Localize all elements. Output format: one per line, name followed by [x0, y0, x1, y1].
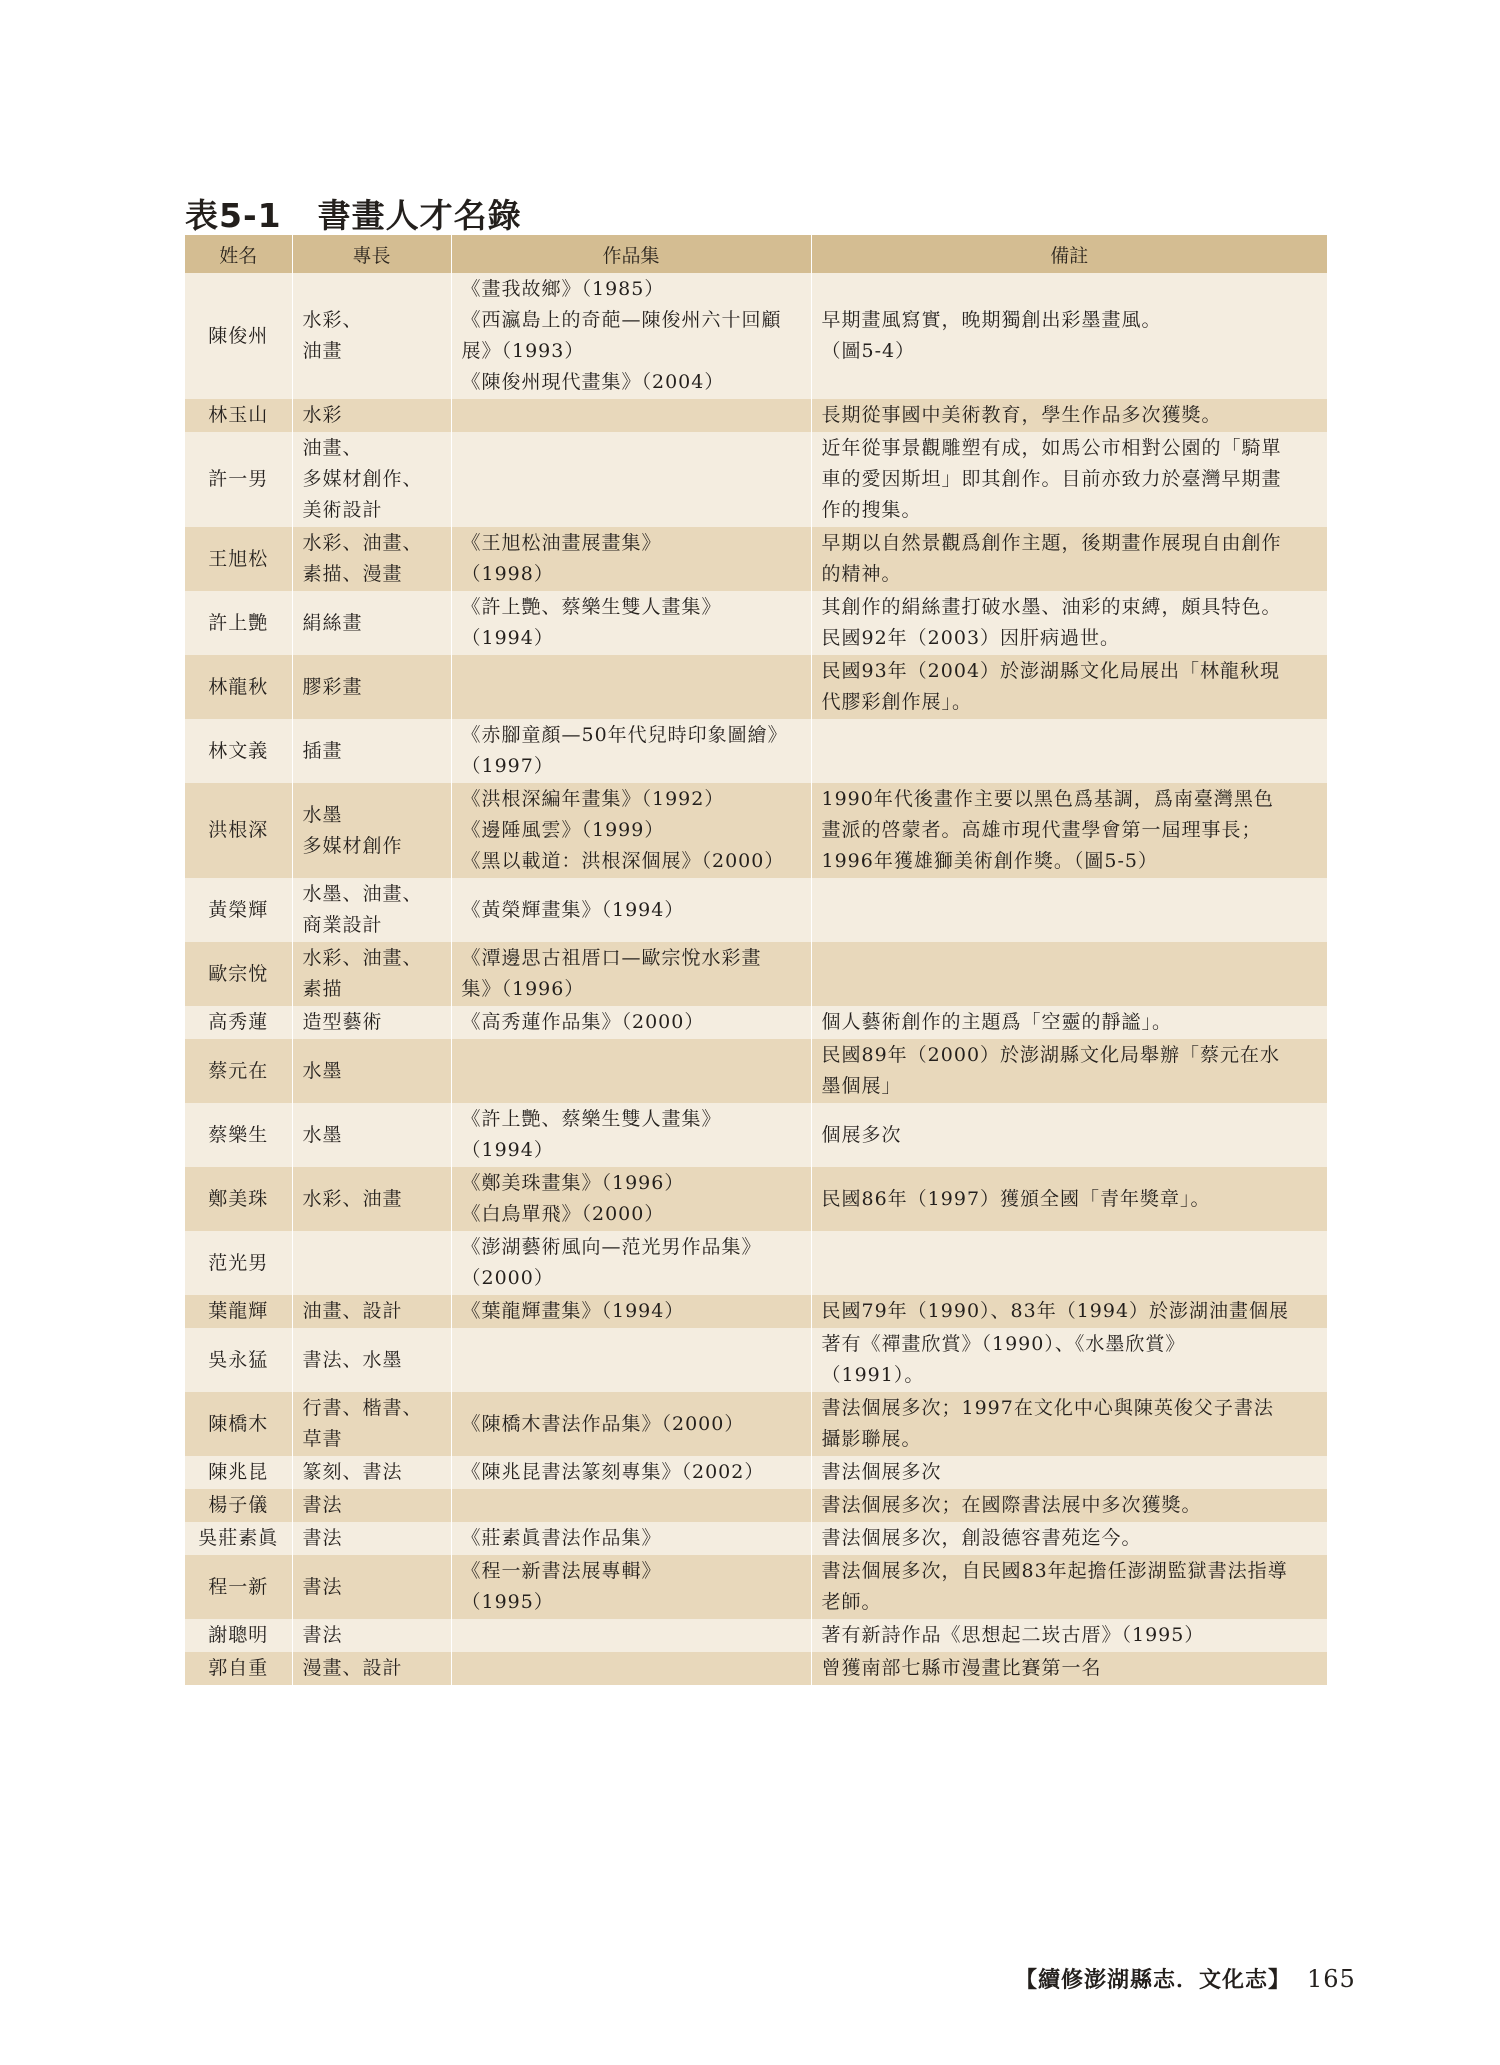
specialty-line: 水彩、油畫、 [302, 947, 423, 969]
name-cell: 許上艷 [185, 591, 292, 655]
name-cell: 范光男 [185, 1231, 292, 1295]
specialty-cell [292, 1489, 451, 1522]
notes-cell [811, 878, 1327, 942]
specialty-cell [292, 1039, 451, 1103]
works-line: 《葉龍輝畫集》（1994） [461, 1300, 685, 1322]
notes-line: 代膠彩創作展」。 [821, 691, 973, 713]
table-row [185, 399, 1327, 432]
specialty-cell [292, 399, 451, 432]
works-line: 集》（1996） [461, 978, 585, 1000]
specialty-line: 水彩、 [302, 309, 363, 331]
works-line: 《鄭美珠畫集》（1996） [461, 1172, 685, 1194]
table-title [185, 190, 522, 237]
works-cell [451, 432, 811, 527]
table-row [185, 527, 1327, 591]
specialty-cell [292, 942, 451, 1006]
specialty-line: 草書 [302, 1428, 343, 1450]
name-cell: 蔡樂生 [185, 1103, 292, 1167]
table-row [185, 1006, 1327, 1039]
specialty-cell [292, 1456, 451, 1489]
notes-line: 1990年代後畫作主要以黑色爲基調，爲南臺灣黑色 [821, 788, 1274, 810]
works-cell [451, 942, 811, 1006]
works-cell [451, 273, 811, 399]
notes-line: 書法個展多次；1997在文化中心與陳英俊父子書法 [821, 1397, 1274, 1419]
specialty-cell [292, 878, 451, 942]
notes-line: 早期以自然景觀爲創作主題，後期畫作展現自由創作 [821, 532, 1282, 554]
table-row [185, 591, 1327, 655]
works-line: （1998） [461, 563, 554, 585]
notes-line: 著有新詩作品《思想起二崁古厝》（1995） [821, 1624, 1205, 1646]
works-line: 《黑以載道：洪根深個展》（2000） [461, 850, 785, 872]
works-cell [451, 1522, 811, 1555]
table-row [185, 1039, 1327, 1103]
table-row [185, 1328, 1327, 1392]
name-cell: 黃榮輝 [185, 878, 292, 942]
works-cell [451, 1555, 811, 1619]
name-cell: 歐宗悅 [185, 942, 292, 1006]
notes-line: 書法個展多次 [821, 1461, 942, 1483]
table-row [185, 1456, 1327, 1489]
notes-cell [811, 1392, 1327, 1456]
notes-cell [811, 1652, 1327, 1685]
table-row [185, 1103, 1327, 1167]
specialty-cell [292, 783, 451, 878]
name-cell: 吳莊素眞 [185, 1522, 292, 1555]
specialty-line: 水彩 [302, 404, 343, 426]
name-cell: 謝聰明 [185, 1619, 292, 1652]
specialty-line: 多媒材創作、 [302, 468, 423, 490]
table-row [185, 1522, 1327, 1555]
notes-line: 民國86年（1997）獲頒全國「青年獎章」。 [821, 1187, 1211, 1210]
table-row [185, 1489, 1327, 1522]
specialty-line: 商業設計 [302, 914, 383, 936]
notes-cell [811, 1295, 1327, 1328]
works-cell [451, 1328, 811, 1392]
notes-cell [811, 719, 1327, 783]
works-line: （1995） [461, 1591, 554, 1613]
name-cell: 林玉山 [185, 399, 292, 432]
works-cell [451, 783, 811, 878]
table-row [185, 783, 1327, 878]
table-row [185, 942, 1327, 1006]
notes-line: 書法個展多次；在國際書法展中多次獲獎。 [821, 1494, 1202, 1516]
specialty-line: 素描 [302, 978, 343, 1000]
table-row [185, 1619, 1327, 1652]
works-cell [451, 1295, 811, 1328]
notes-cell [811, 1006, 1327, 1039]
name-cell: 葉龍輝 [185, 1295, 292, 1328]
notes-cell [811, 1231, 1327, 1295]
works-line: 《許上艷、蔡樂生雙人畫集》 [461, 596, 722, 618]
table-header-row [185, 235, 1327, 273]
works-line: 《陳橋木書法作品集》（2000） [461, 1412, 745, 1435]
notes-line: 的精神。 [821, 563, 902, 585]
works-cell [451, 1006, 811, 1039]
works-cell [451, 655, 811, 719]
table-row [185, 655, 1327, 719]
specialty-line: 油畫、設計 [302, 1300, 403, 1322]
notes-line: 書法個展多次，創設德容書苑迄今。 [821, 1527, 1142, 1549]
notes-cell [811, 273, 1327, 399]
name-cell: 陳橋木 [185, 1392, 292, 1456]
works-cell [451, 1619, 811, 1652]
specialty-line: 水彩、油畫 [302, 1187, 403, 1210]
name-cell: 林龍秋 [185, 655, 292, 719]
specialty-line: 多媒材創作 [302, 834, 403, 857]
works-cell [451, 527, 811, 591]
talent-table [185, 235, 1327, 1685]
works-line: 展》（1993） [461, 340, 585, 362]
works-line: 《白鳥單飛》（2000） [461, 1203, 665, 1225]
name-cell: 洪根深 [185, 783, 292, 878]
notes-line: 書法個展多次，自民國83年起擔任澎湖監獄書法指導 [821, 1560, 1288, 1582]
book-title: 【續修澎湖縣志．文化志】 [1015, 1967, 1292, 1993]
table-row [185, 273, 1327, 399]
notes-line: 民國89年（2000）於澎湖縣文化局舉辦「蔡元在水 [821, 1044, 1281, 1066]
notes-cell [811, 527, 1327, 591]
name-cell: 陳兆昆 [185, 1456, 292, 1489]
notes-cell [811, 432, 1327, 527]
notes-cell [811, 1456, 1327, 1489]
works-line: （1994） [461, 1139, 554, 1161]
page-footer [1015, 1963, 1356, 1994]
specialty-line: 書法 [302, 1494, 343, 1516]
notes-cell [811, 591, 1327, 655]
notes-line: 1996年獲雄獅美術創作獎。（圖5-5） [821, 850, 1158, 872]
name-cell: 郭自重 [185, 1652, 292, 1685]
specialty-cell [292, 1392, 451, 1456]
notes-line: 民國79年（1990）、83年（1994）於澎湖油畫個展 [821, 1300, 1290, 1322]
specialty-cell [292, 1295, 451, 1328]
specialty-line: 油畫、 [302, 437, 363, 459]
notes-line: 長期從事國中美術教育，學生作品多次獲獎。 [821, 404, 1222, 426]
table-body [185, 273, 1327, 1685]
works-line: 《黃榮輝畫集》（1994） [461, 898, 685, 921]
works-cell [451, 1231, 811, 1295]
notes-cell [811, 942, 1327, 1006]
works-cell [451, 1392, 811, 1456]
works-cell [451, 1652, 811, 1685]
works-line: 《赤腳童顏—50年代兒時印象圖繪》 [461, 724, 788, 746]
notes-line: 著有《禪畫欣賞》（1990）、《水墨欣賞》 [821, 1333, 1186, 1355]
specialty-line: 書法 [302, 1527, 343, 1549]
name-cell: 楊子儀 [185, 1489, 292, 1522]
notes-line: 墨個展」 [821, 1075, 902, 1097]
specialty-cell [292, 527, 451, 591]
notes-cell [811, 1489, 1327, 1522]
works-line: 《邊陲風雲》（1999） [461, 819, 665, 841]
table-row [185, 1231, 1327, 1295]
notes-cell [811, 399, 1327, 432]
specialty-cell [292, 1231, 451, 1295]
specialty-line: 篆刻、書法 [302, 1461, 403, 1483]
header-notes: 備註 [811, 235, 1327, 273]
specialty-cell [292, 1328, 451, 1392]
works-line: 《陳俊州現代畫集》（2004） [461, 371, 725, 393]
works-cell [451, 1039, 811, 1103]
specialty-line: 書法 [302, 1575, 343, 1598]
name-cell: 高秀蓮 [185, 1006, 292, 1039]
specialty-line: 油畫 [302, 340, 343, 362]
name-cell: 林文義 [185, 719, 292, 783]
notes-cell [811, 1328, 1327, 1392]
works-line: 《畫我故鄉》（1985） [461, 278, 665, 300]
specialty-cell [292, 432, 451, 527]
notes-cell [811, 1039, 1327, 1103]
works-cell [451, 1103, 811, 1167]
works-cell [451, 1456, 811, 1489]
specialty-cell [292, 273, 451, 399]
specialty-line: 水墨、油畫、 [302, 883, 423, 905]
notes-line: 其創作的絹絲畫打破水墨、油彩的束縛，頗具特色。 [821, 596, 1282, 618]
notes-line: 近年從事景觀雕塑有成，如馬公市相對公園的「騎單 [821, 437, 1282, 459]
specialty-cell [292, 1555, 451, 1619]
notes-cell [811, 655, 1327, 719]
notes-line: 民國92年（2003）因肝病過世。 [821, 627, 1121, 649]
header-name: 姓名 [185, 235, 292, 273]
works-line: （1997） [461, 755, 554, 777]
notes-cell [811, 783, 1327, 878]
specialty-line: 造型藝術 [302, 1011, 383, 1033]
notes-cell [811, 1103, 1327, 1167]
table-row [185, 432, 1327, 527]
name-cell: 鄭美珠 [185, 1167, 292, 1231]
notes-line: 老師。 [821, 1591, 882, 1613]
table-row [185, 1295, 1327, 1328]
specialty-cell [292, 655, 451, 719]
notes-line: 民國93年（2004）於澎湖縣文化局展出「林龍秋現 [821, 660, 1281, 682]
notes-cell [811, 1619, 1327, 1652]
specialty-cell [292, 1006, 451, 1039]
table-number: 表5-1 [185, 196, 282, 235]
notes-line: 個人藝術創作的主題爲「空靈的靜謐」。 [821, 1011, 1173, 1033]
works-cell [451, 1489, 811, 1522]
specialty-line: 插畫 [302, 739, 343, 762]
specialty-line: 美術設計 [302, 499, 383, 521]
works-cell [451, 591, 811, 655]
specialty-line: 行書、楷書、 [302, 1397, 423, 1419]
table-row [185, 1555, 1327, 1619]
works-line: 《潭邊思古祖厝口—歐宗悅水彩畫 [461, 947, 762, 969]
table-row [185, 719, 1327, 783]
specialty-line: 水墨 [302, 1059, 343, 1082]
name-cell: 吳永猛 [185, 1328, 292, 1392]
specialty-line: 書法、水墨 [302, 1348, 403, 1371]
name-cell: 蔡元在 [185, 1039, 292, 1103]
works-line: 《王旭松油畫展畫集》 [461, 532, 662, 554]
specialty-cell [292, 591, 451, 655]
works-line: 《莊素眞書法作品集》 [461, 1527, 662, 1549]
notes-line: 曾獲南部七縣市漫畫比賽第一名 [821, 1657, 1102, 1679]
works-line: 《西瀛島上的奇葩—陳俊州六十回顧 [461, 309, 782, 331]
notes-line: 畫派的啓蒙者。高雄市現代畫學會第一屆理事長； [821, 819, 1262, 841]
works-line: 《陳兆昆書法篆刻專集》（2002） [461, 1461, 765, 1483]
works-line: （2000） [461, 1267, 554, 1289]
specialty-line: 絹絲畫 [302, 611, 363, 634]
specialty-cell [292, 1522, 451, 1555]
works-line: 《澎湖藝術風向—范光男作品集》 [461, 1236, 762, 1258]
specialty-line: 膠彩畫 [302, 675, 363, 698]
specialty-cell [292, 1619, 451, 1652]
specialty-cell [292, 1167, 451, 1231]
notes-line: （圖5-4） [821, 340, 916, 362]
works-line: 《程一新書法展專輯》 [461, 1560, 662, 1582]
name-cell: 王旭松 [185, 527, 292, 591]
specialty-cell [292, 1652, 451, 1685]
specialty-line: 水彩、油畫、 [302, 532, 423, 554]
works-cell [451, 719, 811, 783]
specialty-cell [292, 1103, 451, 1167]
table-row [185, 1167, 1327, 1231]
header-works: 作品集 [451, 235, 811, 273]
specialty-line: 書法 [302, 1624, 343, 1646]
notes-cell [811, 1522, 1327, 1555]
notes-line: 攝影聯展。 [821, 1428, 922, 1450]
works-cell [451, 878, 811, 942]
page-number: 165 [1307, 1965, 1356, 1993]
notes-line: （1991）。 [821, 1364, 925, 1386]
notes-cell [811, 1555, 1327, 1619]
notes-line: 個展多次 [821, 1123, 902, 1146]
works-line: （1994） [461, 627, 554, 649]
header-specialty: 專長 [292, 235, 451, 273]
works-line: 《洪根深編年畫集》（1992） [461, 788, 725, 810]
works-cell [451, 399, 811, 432]
specialty-line: 水墨 [302, 1123, 343, 1146]
works-cell [451, 1167, 811, 1231]
notes-line: 車的愛因斯坦」即其創作。目前亦致力於臺灣早期畫 [821, 468, 1282, 490]
table-row [185, 1392, 1327, 1456]
specialty-line: 漫畫、設計 [302, 1657, 403, 1679]
notes-line: 作的搜集。 [821, 499, 922, 521]
works-line: 《許上艷、蔡樂生雙人畫集》 [461, 1108, 722, 1130]
notes-line: 早期畫風寫實，晚期獨創出彩墨畫風。 [821, 309, 1162, 331]
notes-cell [811, 1167, 1327, 1231]
table-row [185, 1652, 1327, 1685]
specialty-line: 水墨 [302, 803, 343, 826]
table-row [185, 878, 1327, 942]
specialty-cell [292, 719, 451, 783]
name-cell: 許一男 [185, 432, 292, 527]
specialty-line: 素描、漫畫 [302, 563, 403, 585]
name-cell: 陳俊州 [185, 273, 292, 399]
works-line: 《高秀蓮作品集》（2000） [461, 1011, 705, 1033]
table-caption: 書畫人才名錄 [317, 196, 522, 235]
name-cell: 程一新 [185, 1555, 292, 1619]
